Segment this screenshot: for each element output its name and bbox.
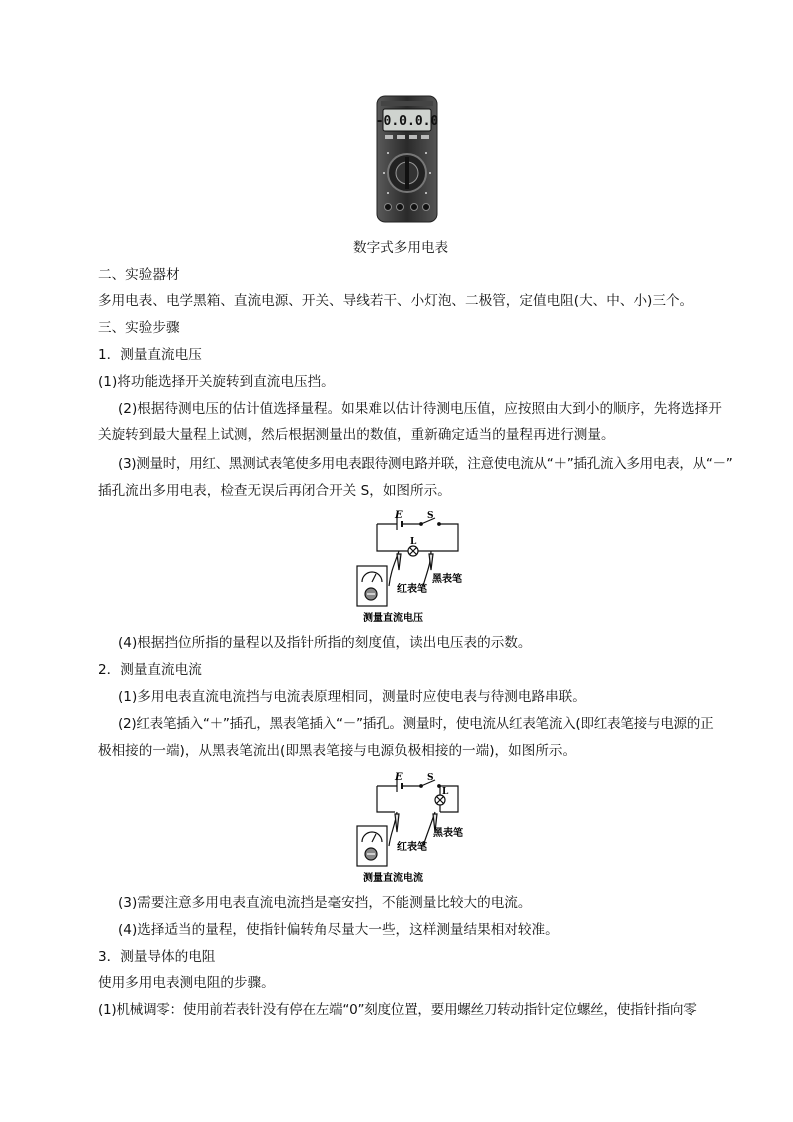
voltage-caption: 测量直流电压	[363, 613, 423, 624]
multimeter-image	[376, 95, 438, 223]
voltage-label-E: E	[395, 510, 403, 521]
current-label-L: L	[442, 787, 449, 797]
step2-p4: (4)选择适当的量程，使指针偏转角尽量大一些，这样测量结果相对较准。	[118, 922, 559, 938]
multimeter-display: -0.0.0.0	[376, 114, 438, 129]
step2-p2-line1: (2)红表笔插入“＋”插孔，黑表笔插入“－”插孔。测量时，使电流从红表笔流入(即红表笔接与电源的正	[118, 716, 714, 732]
step1-p3-line1: (3)测量时，用红、黑测试表笔使多用电表跟待测电路并联，注意使电流从“＋”插孔流入多用电表，从“－”	[118, 456, 733, 472]
current-caption: 测量直流电流	[363, 873, 423, 884]
multimeter-caption: 数字式多用电表	[353, 240, 449, 256]
section3-heading: 三、实验步骤	[98, 320, 180, 336]
current-label-E: E	[395, 772, 403, 783]
step1-title: 1．测量直流电压	[98, 347, 202, 363]
section2-body: 多用电表、电学黑箱、直流电源、开关、导线若干、小灯泡、二极管，定值电阻(大、中、小)三个。	[98, 293, 694, 309]
current-label-S: S	[427, 773, 434, 783]
voltage-diagram	[355, 508, 465, 626]
voltage-label-L: L	[410, 537, 417, 547]
step3-p1: (1)机械调零：使用前若表针没有停在左端“0”刻度位置，要用螺丝刀转动指针定位螺丝，使指针指向零	[98, 1002, 697, 1018]
step3-title: 3．测量导体的电阻	[98, 949, 216, 965]
current-label-black: 黑表笔	[433, 828, 463, 839]
step2-p1: (1)多用电表直流电流挡与电流表原理相同，测量时应使电表与待测电路串联。	[118, 689, 586, 705]
section2-heading: 二、实验器材	[98, 267, 180, 283]
step2-p3: (3)需要注意多用电表直流电流挡是毫安挡，不能测量比较大的电流。	[118, 895, 532, 911]
voltage-label-S: S	[427, 511, 434, 521]
current-label-red: 红表笔	[397, 842, 427, 853]
step2-title: 2．测量直流电流	[98, 662, 202, 678]
step1-p2-line1: (2)根据待测电压的估计值选择量程。如果难以估计待测电压值，应按照由大到小的顺序，先将选择开	[118, 401, 722, 417]
step2-p2-line2: 极相接的一端)，从黑表笔流出(即黑表笔接与电源负极相接的一端)，如图所示。	[98, 743, 577, 759]
step1-p1: (1)将功能选择开关旋转到直流电压挡。	[98, 374, 335, 390]
step1-p3-line2: 插孔流出多用电表，检查无误后再闭合开关 S，如图所示。	[98, 483, 451, 499]
current-diagram	[355, 768, 465, 886]
voltage-label-red: 红表笔	[397, 584, 427, 595]
multimeter-figure	[376, 95, 438, 223]
step1-p4: (4)根据挡位所指的量程以及指针所指的刻度值，读出电压表的示数。	[118, 635, 532, 651]
step1-p2-line2: 关旋转到最大量程上试测，然后根据测量出的数值，重新确定适当的量程再进行测量。	[98, 427, 615, 443]
step3-intro: 使用多用电表测电阻的步骤。	[98, 975, 275, 991]
voltage-label-black: 黑表笔	[432, 574, 462, 585]
